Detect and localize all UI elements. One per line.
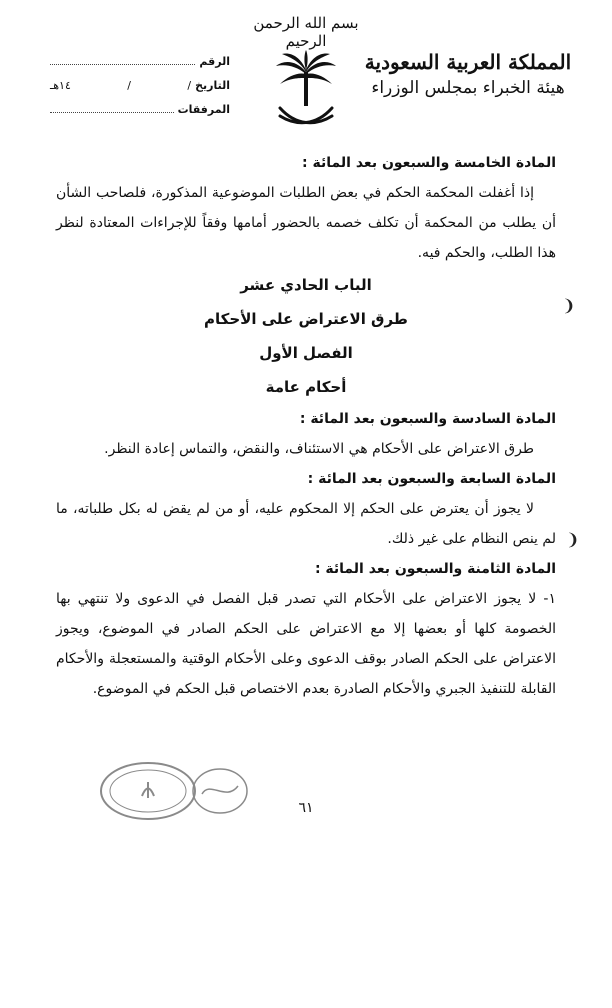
reference-block — [50, 50, 230, 122]
article-176-text: طرق الاعتراض على الأحكام هي الاستئناف، والنقض، والتماس إعادة النظر. — [104, 441, 534, 457]
ref-number-row — [50, 50, 230, 74]
basmala: بسم الله الرحمن الرحيم — [253, 14, 359, 50]
official-stamp-icon — [98, 760, 198, 822]
signature-stamp-icon — [190, 766, 250, 816]
date-separator: / — [127, 79, 131, 92]
ref-number-label: الرقم — [199, 55, 230, 68]
date-field — [50, 74, 191, 98]
article-178-text: ١- لا يجوز الاعتراض على الأحكام التي تصدر قبل الفصل في الدعوى ولا تنتهي بها الخصومة كلها أو بعضها إلا مع الاعتراض على الحكم الصادر في الموضوع، ويجوز الاعتراض على الحكم الصادر بوقف الدعوى وعلى الأحكام الوقتية والمستعجلة والأحكام القابلة للتنفيذ الجبري والأحكام الصادرة بعدم الاختصاص قبل الحكم في الموضوع. — [56, 591, 556, 697]
chapter-heading: الباب الحادي عشر — [240, 276, 372, 294]
authority-name: هيئة الخبراء بمجلس الوزراء — [371, 78, 565, 98]
article-177-text: لا يجوز أن يعترض على الحكم إلا المحكوم عليه، أو من لم يقض له بكل طلباته، ما لم ينص النظام على غير ذلك. — [56, 501, 556, 547]
article-175-title: المادة الخامسة والسبعون بعد المائة : — [302, 155, 556, 171]
attachments-field — [50, 100, 174, 113]
article-176-title: المادة السادسة والسبعون بعد المائة : — [299, 411, 556, 427]
saudi-emblem-icon — [272, 50, 340, 132]
article-177-title: المادة السابعة والسبعون بعد المائة : — [307, 471, 556, 487]
chapter-title: طرق الاعتراض على الأحكام — [204, 310, 408, 328]
margin-mark-icon: ❨ — [562, 296, 576, 315]
government-letterhead — [358, 48, 578, 100]
section-heading: الفصل الأول — [259, 344, 353, 362]
date-separator: / — [187, 79, 192, 92]
page-number: ٦١ — [298, 800, 314, 816]
article-175-text: إذا أغفلت المحكمة الحكم في بعض الطلبات الموضوعية المذكورة، فلصاحب الشأن أن يطلب من المحكمة أن تكلف خصمه بالحضور أمامها وفقاً للإجراءات المعتادة لنظر هذا الطلب، والحكم فيه. — [56, 185, 556, 261]
document-body — [56, 148, 556, 704]
article-178-title: المادة الثامنة والسبعون بعد المائة : — [314, 561, 556, 577]
ref-number-field — [50, 52, 195, 65]
date-hijri-suffix: ١٤هـ — [50, 79, 71, 92]
date-row — [50, 74, 230, 98]
attachments-row — [50, 98, 230, 122]
section-title: أحكام عامة — [265, 378, 347, 396]
date-label: التاريخ — [195, 79, 230, 92]
kingdom-name: المملكة العربية السعودية — [364, 50, 572, 74]
margin-mark-icon: ❨ — [566, 530, 580, 549]
attachments-label: المرفقات — [177, 103, 230, 116]
